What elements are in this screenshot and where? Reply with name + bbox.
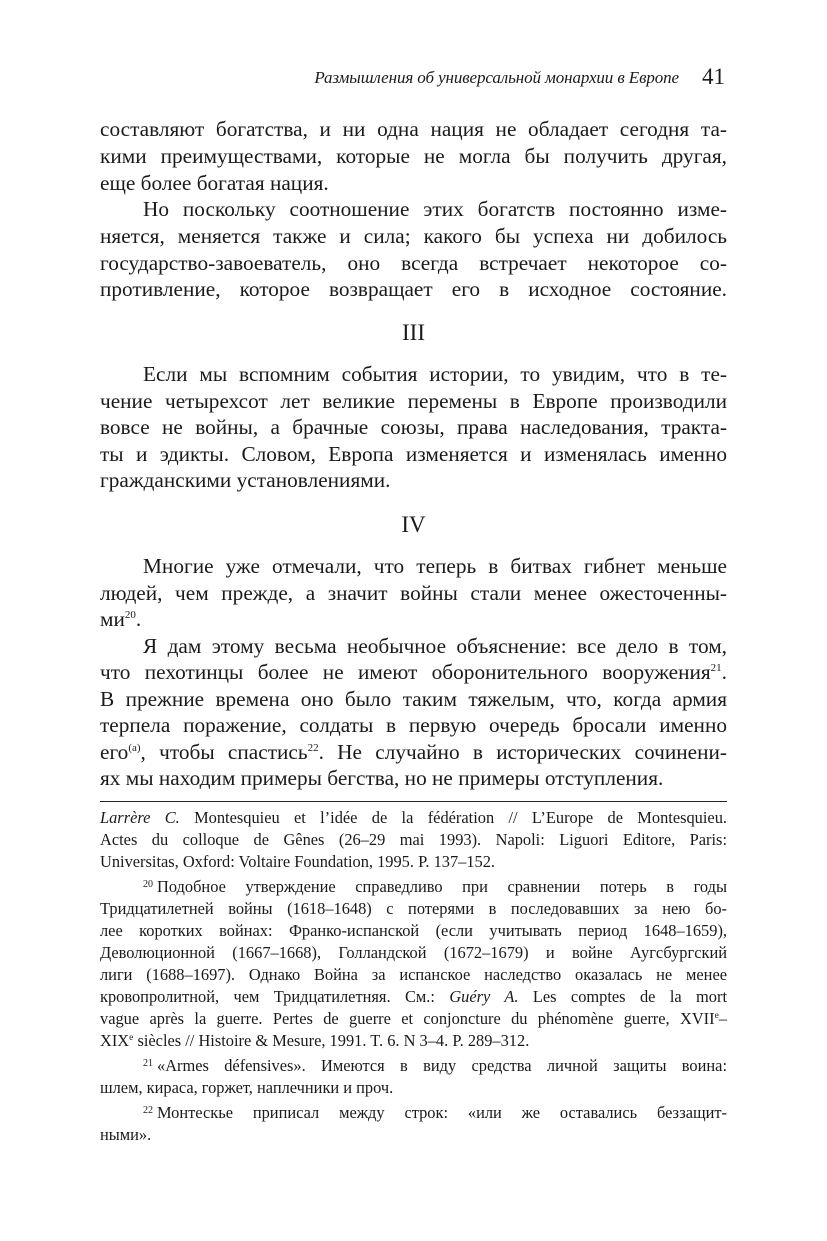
footnote-cont-line-1 (100, 808, 727, 828)
paragraph-4-text: ми (100, 607, 125, 631)
paragraph-2-line-3: государство-завоеватель, оно всегда встречает некоторое со- (100, 251, 727, 275)
footnote-20-text: siècles // Histoire & Mesure, 1991. T. 6. N 3–4. P. 289–312. (133, 1031, 530, 1050)
paragraph-3-line-2: чение четырехсот лет великие перемены в Европе производили (100, 389, 727, 413)
paragraph-5-line-5 (100, 739, 727, 766)
paragraph-4-line-1: Многие уже отмечали, что теперь в битвах гибнет меньше (143, 554, 727, 578)
paragraph-3-line-3: вовсе не войны, а брачные союзы, права наследования, тракта- (100, 415, 727, 439)
paragraph-5-text: . Не случайно в исторических сочинени- (318, 740, 727, 764)
running-title: Размышления об универсальной монархии в Европе (314, 68, 679, 87)
footnote-21-line-1 (143, 1056, 727, 1076)
paragraph-3-line-5: гражданскими установлениями. (100, 468, 391, 492)
footnote-rule (100, 801, 727, 802)
paragraph-1-line-3: еще более богатая нация. (100, 171, 329, 195)
footnote-20-text: vague après la guerre. Pertes de guerre et conjoncture du phénomène guerre, XVII (100, 1009, 715, 1028)
footnote-20-dash: – (718, 1009, 727, 1028)
footnote-20-line-6 (100, 987, 727, 1007)
footnote-20-superscript: e (714, 1011, 719, 1021)
footnote-20-number: 20 (143, 879, 153, 890)
footnote-20-superscript: e (129, 1033, 134, 1043)
footnote-20-line-8 (100, 1031, 727, 1051)
paragraph-2-line-1: Но поскольку соотношение этих богатств постоянно изме- (143, 197, 727, 221)
section-heading-iv: IV (401, 512, 426, 537)
footnote-22-number: 22 (143, 1105, 153, 1116)
section-heading-iii: III (402, 320, 425, 345)
footnote-22-line-1 (143, 1103, 727, 1123)
paragraph-5-line-2 (100, 659, 727, 686)
footnote-20-line-1 (143, 877, 727, 897)
paragraph-5-text: , чтобы спастись (140, 740, 308, 764)
footnote-20-text: Les comptes de la mort (518, 987, 727, 1006)
footnote-20-line-3: лее коротких войнах: Франко-испанской (если учитывать период 1648–1659), (100, 921, 727, 940)
footnote-21-number: 21 (143, 1058, 153, 1069)
paragraph-3-line-4: ты и эдикты. Словом, Европа изменяется и изменялась именно (100, 442, 727, 466)
paragraph-5-text: что пехотинцы более не имеют оборонительного вооружения (100, 660, 711, 684)
footnote-cont-line-3: Universitas, Oxford: Voltaire Foundation, 1995. P. 137–152. (100, 852, 496, 871)
running-head (100, 64, 727, 94)
paragraph-4-line-3 (100, 606, 727, 633)
footnote-ref-a[interactable]: (a) (128, 742, 141, 754)
paragraph-3-line-1: Если мы вспомним события истории, то увидим, что в те- (143, 362, 727, 386)
paragraph-4-line-2: людей, чем прежде, а значит войны стали менее ожесточенны- (100, 581, 727, 605)
paragraph-1-line-1: составляют богатства, и ни одна нация не обладает сегодня та- (100, 117, 727, 141)
footnote-cont-line-2: Actes du colloque de Gênes (26–29 mai 1993). Napoli: Liguori Editore, Paris: (100, 830, 727, 849)
footnote-20-text: кровопролитной, чем Тридцатилетняя. См.: (100, 987, 450, 1006)
footnote-20-author: Guéry A. (449, 987, 519, 1006)
paragraph-5-period: . (721, 660, 727, 684)
footnote-21-line-2: шлем, кираса, горжет, наплечники и проч. (100, 1078, 394, 1097)
footnote-20-text: XIX (100, 1031, 130, 1050)
footnote-ref-20[interactable]: 20 (124, 609, 136, 621)
paragraph-5-text: его (100, 740, 129, 764)
footnote-22-text: Монтескье приписал между строк: «или же оставались беззащит- (157, 1103, 727, 1122)
paragraph-5-line-1: Я дам этому весьма необычное объяснение: все дело в том, (143, 634, 727, 658)
paragraph-1-line-2: кими преимуществами, которые не могла бы получить другая, (100, 144, 727, 168)
paragraph-5-line-3: В прежние времена оно было таким тяжелым, что, когда армия (100, 687, 727, 711)
footnote-cont-author: Larrère C. (100, 808, 180, 827)
paragraph-4-period: . (135, 607, 142, 631)
footnote-cont-text: Montesquieu et l’idée de la fédération // L’Europe de Montesquieu. (179, 808, 727, 827)
paragraph-2-line-4: противление, которое возвращает его в исходное состояние. (100, 277, 727, 301)
page-number: 41 (702, 64, 725, 89)
footnote-20-text: Подобное утверждение справедливо при сравнении потерь в годы (157, 877, 727, 896)
paragraph-2-line-2: няется, меняется также и сила; какого бы успеха ни добилось (100, 224, 727, 248)
paragraph-5-line-6: ях мы находим примеры бегства, но не примеры отступления. (100, 766, 664, 790)
footnote-22-line-2: ными». (100, 1125, 152, 1144)
footnote-20-line-7 (100, 1009, 727, 1029)
footnote-ref-21[interactable]: 21 (710, 662, 722, 674)
paragraph-5-line-4: терпела поражение, солдаты в первую очередь бросали именно (100, 713, 727, 737)
footnote-20-line-2: Тридцатилетней войны (1618–1648) с потерями в последовавших за нею бо- (100, 899, 727, 918)
footnote-20-line-4: Деволюционной (1667–1668), Голландской (1672–1679) и войне Аугсбургский (100, 943, 727, 962)
footnote-21-text: «Armes défensives». Имеются в виду средства личной защиты воина: (157, 1056, 727, 1075)
footnote-20-line-5: лиги (1688–1697). Однако Война за испанское наследство оказалась не менее (100, 965, 727, 984)
footnote-ref-22[interactable]: 22 (307, 742, 319, 754)
